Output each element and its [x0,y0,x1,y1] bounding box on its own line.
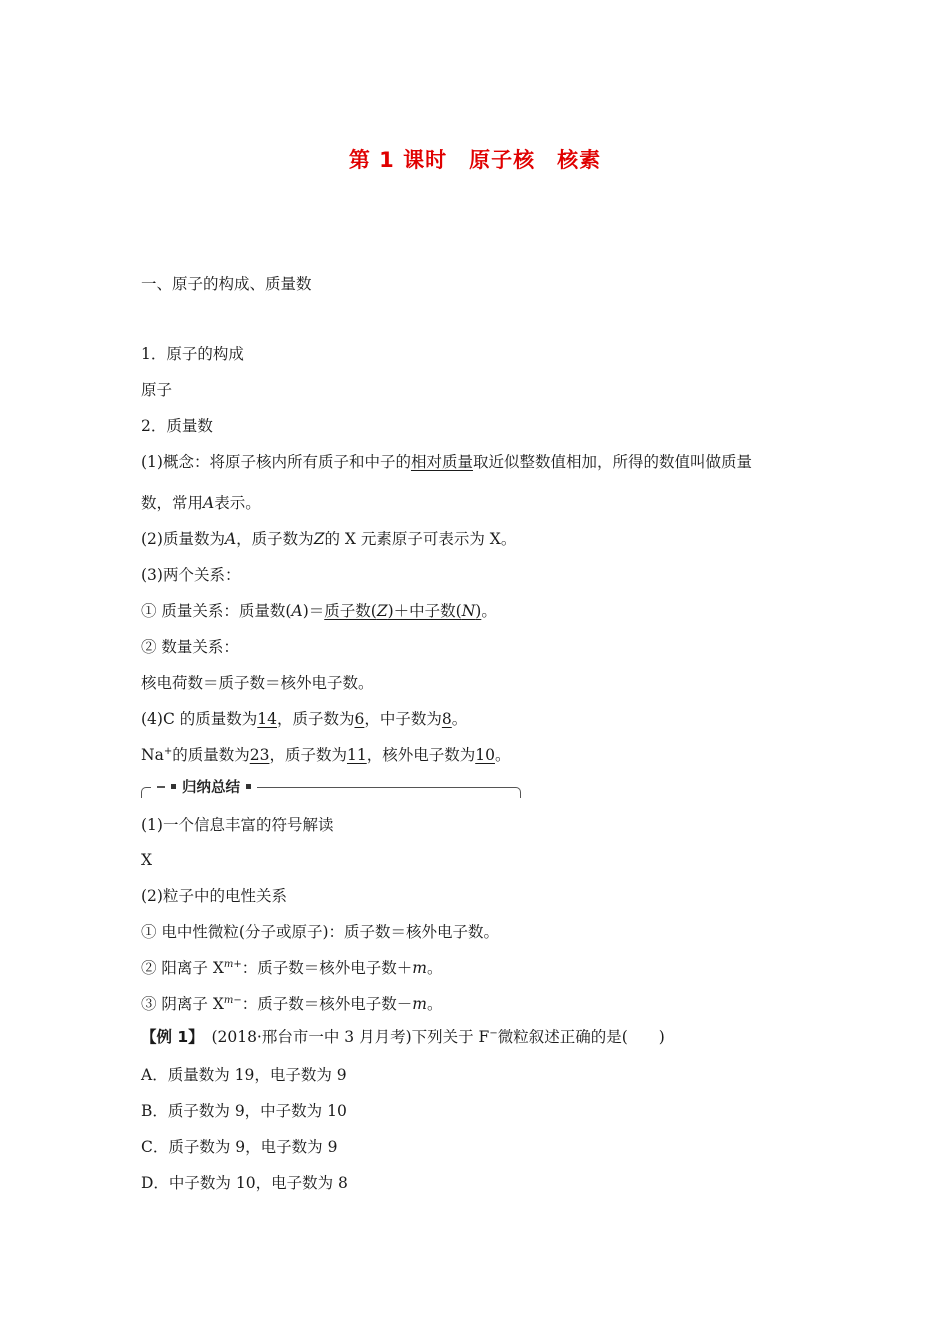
summary-tag [151,776,257,797]
carbon-line [141,709,467,729]
summary-symbol-x: X [141,851,153,869]
representation-line [141,529,516,549]
anion-a: ③ 阴离子 X [141,995,224,1013]
page-title: 第 1 课时 原子核 核素 [348,148,602,172]
summary-item-1: (1)一个信息丰富的符号解读 [141,816,334,834]
option-c[interactable]: C．质子数为 9，电子数为 9 [141,1138,338,1156]
rel1-mid: )＝ [302,602,325,620]
rel1-prefix: ① 质量关系：质量数( [141,602,292,620]
sodium-charge: + [163,745,173,757]
concept-line-2 [141,493,261,513]
rel1-blank-answer [324,602,481,620]
carbon-neutron-number: 8 [441,710,452,728]
square-bullet-icon [171,784,176,789]
concept-line-1 [141,452,752,472]
summary-item-2: (2)粒子中的电性关系 [141,887,287,905]
rel1-u-a: 质子数( [324,602,377,620]
cation-b: ：质子数＝核外电子数＋ [241,959,413,977]
sodium-proton-number: 11 [346,746,367,764]
cation-c: 。 [426,959,443,977]
summary-label: 归纳总结 [182,780,240,796]
sodium-mass-number: 23 [249,746,270,764]
cation-line [141,958,443,978]
carbon-mass-number: 14 [257,710,277,728]
sodium-line [141,745,510,765]
carbon-c: ，中子数为 [364,710,442,728]
mass-relation [141,601,497,621]
concept-line2-b: 表示。 [214,494,261,512]
concept-prefix: (1)概念：将原子核内所有质子和中子的 [141,453,411,471]
sodium-c: ，核外电子数为 [366,746,476,764]
summary-banner [141,776,521,798]
sodium-d: 。 [494,746,511,764]
option-d[interactable]: D．中子数为 10，电子数为 8 [141,1174,348,1192]
carbon-a: (4)C 的质量数为 [141,710,258,728]
anion-b: ：质子数＝核外电子数－ [241,995,413,1013]
cation-a: ② 阳离子 X [141,959,224,977]
carbon-b: ，质子数为 [276,710,355,728]
atom-label: 原子 [141,381,173,399]
sodium-ion: Na [141,746,164,764]
rep-var-z: Z [313,530,325,548]
concept-suffix: 取近似整数值相加，所得的数值叫做质量 [472,453,752,471]
carbon-d: 。 [451,710,468,728]
rel1-var-a: A [291,602,303,620]
carbon-proton-number: 6 [354,710,365,728]
anion-charge: m− [223,994,242,1006]
dash-icon [157,786,165,788]
rep-c: 的 X 元素原子可表示为 X。 [324,530,517,548]
example-charge: − [489,1027,498,1039]
rel1-var-z: Z [376,602,388,620]
anion-c: 。 [426,995,443,1013]
sodium-electron-number: 10 [475,746,495,764]
neutral-particle-line: ① 电中性微粒(分子或原子)：质子数＝核外电子数。 [141,923,500,941]
sodium-a: 的质量数为 [172,746,250,764]
section-heading: 一、原子的构成、质量数 [141,275,312,293]
option-b[interactable]: B．质子数为 9，中子数为 10 [141,1102,347,1120]
sodium-b: ，质子数为 [269,746,347,764]
example-question [141,1027,665,1047]
concept-var-a: A [203,494,215,512]
item-atom-structure: 1．原子的构成 [141,345,244,363]
rel1-var-n: N [461,602,476,620]
cation-charge: m+ [223,958,242,970]
rep-var-a: A [224,530,237,548]
concept-line2-a: 数，常用 [141,494,204,512]
anion-var-m: m [412,995,427,1013]
rel1-u-c: ) [475,602,482,620]
option-a[interactable]: A．质量数为 19，电子数为 9 [141,1066,347,1084]
relations-title: (3)两个关系： [141,566,241,584]
rel1-u-b: )＋中子数( [387,602,462,620]
quantity-relation-title: ② 数量关系： [141,638,239,656]
square-bullet-icon [246,784,251,789]
example-a: (2018·邢台市一中 3 月月考)下列关于 F [195,1028,490,1046]
rel1-suffix: 。 [481,602,497,620]
example-tag: 【例 1】 [141,1028,196,1046]
cation-var-m: m [412,959,427,977]
anion-line [141,994,443,1014]
rep-a: (2)质量数为 [141,530,225,548]
item-mass-number: 2．质量数 [141,417,213,435]
rep-b: ，质子数为 [236,530,314,548]
example-b: 微粒叙述正确的是( ) [497,1028,665,1046]
concept-blank-answer: 相对质量 [410,453,473,471]
quantity-relation-body: 核电荷数＝质子数＝核外电子数。 [141,674,374,692]
